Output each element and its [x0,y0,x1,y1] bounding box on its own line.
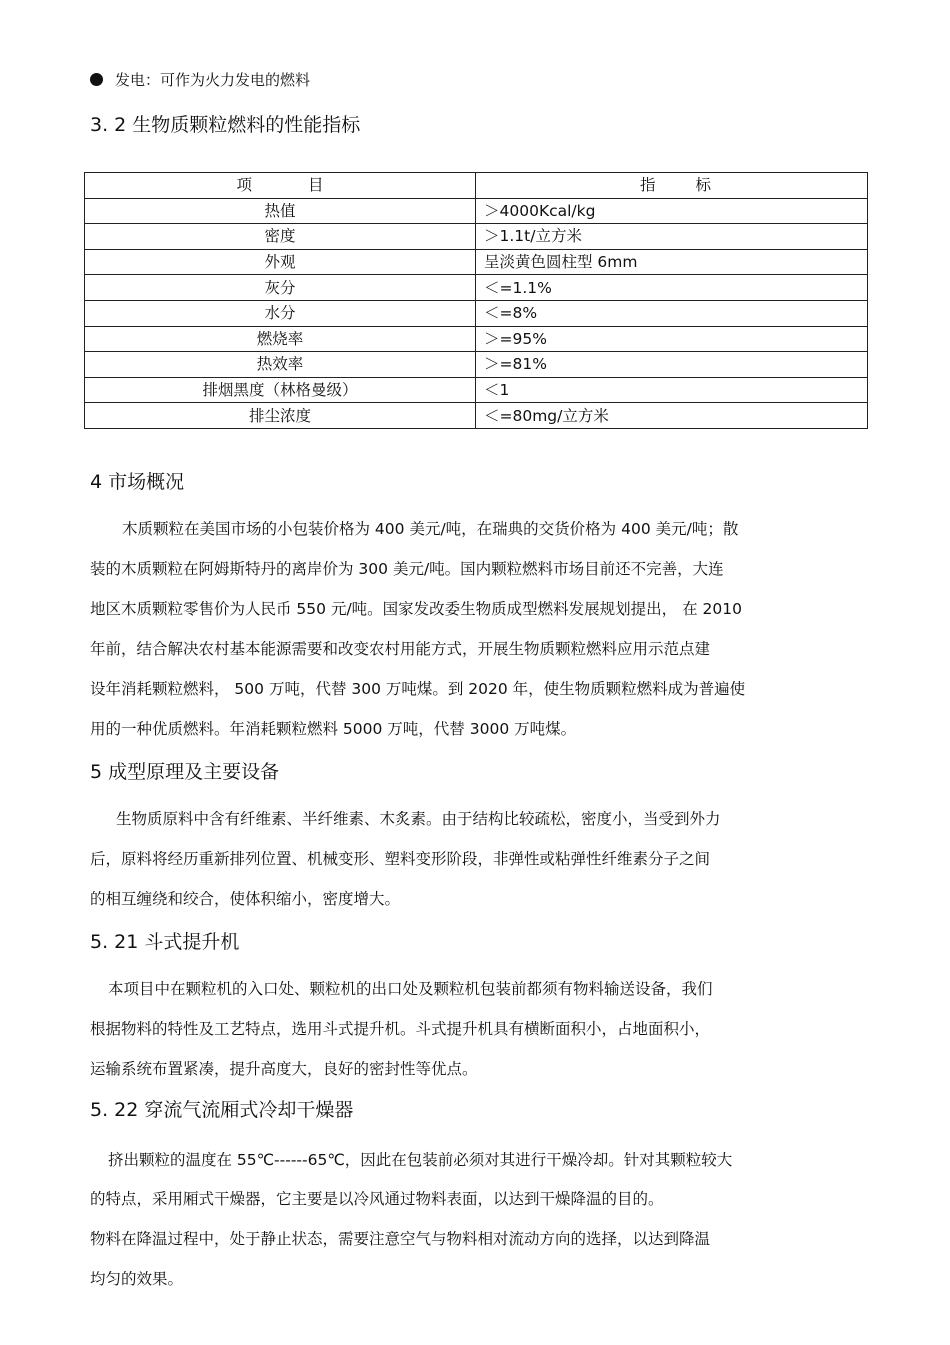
section-4-line: 设年消耗颗粒燃料， 500 万吨，代替 300 万吨煤。到 2020 年，使生物质颗粒燃料成为普遍使 [90,680,746,698]
table-row [85,352,868,378]
row-item: 排尘浓度 [85,403,476,429]
section-4-line: 地区木质颗粒零售价为人民币 550 元/吨。国家发改委生物质成型燃料发展规划提出， 在 2010 [90,600,742,618]
row-item: 灰分 [85,275,476,301]
section-5-22-line: 均匀的效果。 [90,1270,184,1288]
section-5-21-line: 根据物料的特性及工艺特点，选用斗式提升机。斗式提升机具有横断面积小，占地面积小， [90,1020,711,1038]
table-row [85,377,868,403]
table-row [85,275,868,301]
row-item: 外观 [85,249,476,275]
section-5-heading: 5 成型原理及主要设备 [90,761,280,783]
table-row [85,198,868,224]
row-value: 呈淡黄色圆柱型 6mm [476,249,868,275]
section-5-21-line: 本项目中在颗粒机的入口处、颗粒机的出口处及颗粒机包装前都须有物料输送设备，我们 [108,980,713,998]
row-item: 热值 [85,198,476,224]
row-value: ＞=95% [476,326,868,352]
table-row [85,300,868,326]
header-item: 项 目 [85,173,476,199]
performance-table [84,172,868,429]
section-5-22-line: 物料在降温过程中，处于静止状态，需要注意空气与物料相对流动方向的选择，以达到降温 [90,1230,711,1248]
table-row [85,249,868,275]
row-value: ＜=8% [476,300,868,326]
section-4-line: 年前，结合解决农村基本能源需要和改变农村用能方式，开展生物质颗粒燃料应用示范点建 [90,640,711,658]
row-item: 密度 [85,224,476,250]
table-header-row [85,173,868,199]
row-value: ＜=1.1% [476,275,868,301]
section-5-21-heading: 5. 21 斗式提升机 [90,931,240,953]
section-5-line: 生物质原料中含有纤维素、半纤维素、木炙素。由于结构比较疏松，密度小，当受到外力 [116,810,721,828]
row-value: ＜1 [476,377,868,403]
table-row [85,326,868,352]
row-item: 燃烧率 [85,326,476,352]
table-row [85,224,868,250]
row-value: ＜=80mg/立方米 [476,403,868,429]
table-row [85,403,868,429]
section-5-21-line: 运输系统布置紧凑，提升高度大，良好的密封性等优点。 [90,1060,478,1078]
section-5-line: 的相互缠绕和绞合，使体积缩小，密度增大。 [90,890,401,908]
header-indicator: 指 标 [476,173,868,199]
row-item: 排烟黑度（林格曼级） [85,377,476,403]
bullet-text: 发电：可作为火力发电的燃料 [115,71,311,89]
row-value: ＞1.1t/立方米 [476,224,868,250]
row-value: ＞=81% [476,352,868,378]
section-3-2-heading: 3. 2 生物质颗粒燃料的性能指标 [90,114,361,136]
bullet-dot-icon [90,73,103,86]
row-item: 热效率 [85,352,476,378]
section-4-line: 装的木质颗粒在阿姆斯特丹的离岸价为 300 美元/吨。国内颗粒燃料市场目前还不完善，大连 [90,560,724,578]
row-value: ＞4000Kcal/kg [476,198,868,224]
section-4-line: 木质颗粒在美国市场的小包装价格为 400 美元/吨，在瑞典的交货价格为 400 美元/吨；散 [122,520,739,538]
section-5-22-line: 的特点，采用厢式干燥器，它主要是以冷风通过物料表面，以达到干燥降温的目的。 [90,1190,664,1208]
section-5-line: 后，原料将经历重新排列位置、机械变形、塑料变形阶段，非弹性或粘弹性纤维素分子之间 [90,850,711,868]
row-item: 水分 [85,300,476,326]
section-4-line: 用的一种优质燃料。年消耗颗粒燃料 5000 万吨，代替 3000 万吨煤。 [90,720,577,738]
section-5-22-heading: 5. 22 穿流气流厢式冷却干燥器 [90,1099,354,1121]
bullet-item [90,70,310,90]
section-4-heading: 4 市场概况 [90,471,185,493]
section-5-22-line: 挤出颗粒的温度在 55℃------65℃，因此在包装前必须对其进行干燥冷却。针对其颗粒较大 [108,1151,733,1169]
